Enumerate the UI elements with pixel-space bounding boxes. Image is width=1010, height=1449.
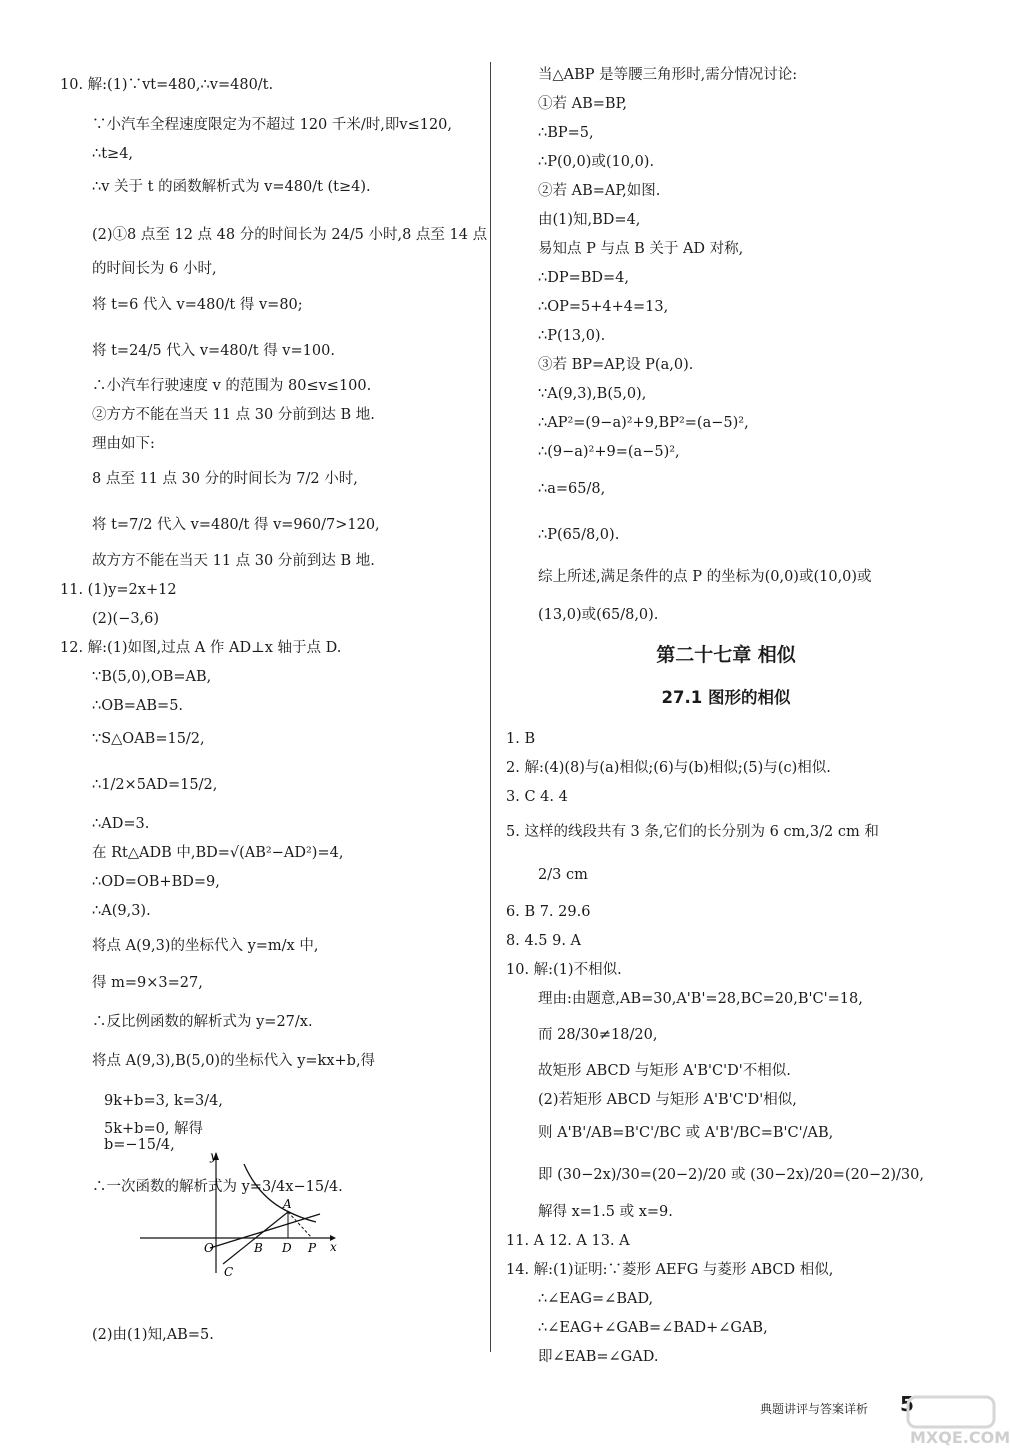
right-line: ①若 AB=BP, (538, 96, 627, 112)
left-line: 12. 解:(1)如图,过点 A 作 AD⊥x 轴于点 D. (60, 640, 342, 656)
right-line: ∴BP=5, (538, 125, 594, 141)
right-line: 1. B (506, 731, 536, 747)
left-line: ∴v 关于 t 的函数解析式为 v=480/t (t≥4). (92, 179, 371, 195)
left-line: ∵小汽车全程速度限定为不超过 120 千米/时,即v≤120, (92, 117, 453, 133)
right-line: ∴DP=BD=4, (538, 270, 630, 286)
left-line: (2)①8 点至 12 点 48 分的时间长为 24/5 小时,8 点至 14 点 (92, 227, 488, 243)
right-line: 11. A 12. A 13. A (506, 1233, 630, 1249)
left-line: ②方方不能在当天 11 点 30 分前到达 B 地. (92, 407, 375, 423)
footer-text: 典题讲评与答案详析 (760, 1402, 869, 1416)
right-line: 2. 解:(4)(8)与(a)相似;(6)与(b)相似;(5)与(c)相似. (506, 760, 831, 776)
right-line: ∴a=65/8, (538, 481, 606, 497)
left-line: ∴OD=OB+BD=9, (92, 874, 220, 890)
left-line: 将 t=7/2 代入 v=480/t 得 v=960/7>120, (92, 517, 380, 533)
label-o: O (204, 1241, 214, 1255)
left-line: 将 t=6 代入 v=480/t 得 v=80; (92, 297, 303, 313)
right-line: ∴OP=5+4+4=13, (538, 299, 669, 315)
right-line: ∴(9−a)²+9=(a−5)², (538, 444, 680, 460)
right-line: 综上所述,满足条件的点 P 的坐标为(0,0)或(10,0)或 (538, 569, 872, 585)
label-c: C (224, 1265, 234, 1279)
right-line: 10. 解:(1)不相似. (506, 962, 622, 978)
right-line: 则 A'B'/AB=B'C'/BC 或 A'B'/BC=B'C'/AB, (538, 1125, 834, 1141)
column-divider (490, 62, 491, 1352)
hyperbola-curve (244, 1164, 316, 1222)
right-line: 易知点 P 与点 B 关于 AD 对称, (538, 241, 744, 257)
segment-ap (288, 1212, 312, 1238)
right-line: 即 (30−2x)/30=(20−2)/20 或 (30−2x)/20=(20−2)/30, (538, 1167, 924, 1183)
label-b: B (254, 1241, 263, 1255)
left-line: b=−15/4, (104, 1137, 175, 1153)
left-line: 将 t=24/5 代入 v=480/t 得 v=100. (92, 343, 335, 359)
left-line: 将点 A(9,3),B(5,0)的坐标代入 y=kx+b,得 (92, 1053, 376, 1069)
left-line: 的时间长为 6 小时, (92, 261, 217, 277)
left-line: ∴一次函数的解析式为 y=3/4x−15/4. (92, 1179, 343, 1195)
right-line: 理由:由题意,AB=30,A'B'=28,BC=20,B'C'=18, (538, 991, 863, 1007)
left-line: ∵S△OAB=15/2, (92, 731, 205, 747)
left-line: 得 m=9×3=27, (92, 975, 203, 991)
right-line: 2/3 cm (538, 867, 588, 883)
function-graph (140, 1148, 340, 1278)
left-line: ∴小汽车行驶速度 v 的范围为 80≤v≤100. (92, 378, 372, 394)
right-line: 即∠EAB=∠GAD. (538, 1349, 659, 1365)
left-line: ∴A(9,3). (92, 903, 151, 919)
left-line: 理由如下: (92, 436, 155, 452)
right-line: ②若 AB=AP,如图. (538, 183, 661, 199)
right-line: 14. 解:(1)证明:∵菱形 AEFG 与菱形 ABCD 相似, (506, 1262, 834, 1278)
watermark-url: MXQE.COM (910, 1428, 1010, 1447)
right-line: (13,0)或(65/8,0). (538, 607, 659, 623)
left-line: ∵B(5,0),OB=AB, (92, 669, 212, 685)
right-line: 而 28/30≠18/20, (538, 1027, 658, 1043)
left-line: 9k+b=3, k=3/4, (104, 1093, 223, 1109)
left-line: ∴t≥4, (92, 146, 134, 162)
right-line: 当△ABP 是等腰三角形时,需分情况讨论: (538, 67, 798, 83)
left-line: 11. (1)y=2x+12 (60, 582, 177, 598)
label-x: x (330, 1240, 337, 1254)
right-line: ③若 BP=AP,设 P(a,0). (538, 357, 694, 373)
section-title: 27.1 图形的相似 (661, 688, 791, 707)
right-line: (2)若矩形 ABCD 与矩形 A'B'C'D'相似, (538, 1092, 797, 1108)
right-line: ∴P(13,0). (538, 328, 606, 344)
left-line: 5k+b=0, 解得 (104, 1121, 204, 1137)
right-line: 由(1)知,BD=4, (538, 212, 641, 228)
label-p: P (308, 1241, 317, 1255)
right-line: 故矩形 ABCD 与矩形 A'B'C'D'不相似. (538, 1063, 791, 1079)
left-line: 将点 A(9,3)的坐标代入 y=m/x 中, (92, 938, 319, 954)
left-line: ∴OB=AB=5. (92, 698, 184, 714)
right-line: 解得 x=1.5 或 x=9. (538, 1204, 673, 1220)
page-number: 5 (900, 1392, 914, 1416)
left-line: ∴AD=3. (92, 816, 150, 832)
label-y: y (210, 1149, 217, 1163)
label-d: D (282, 1241, 292, 1255)
right-line: ∴P(65/8,0). (538, 527, 620, 543)
right-line: ∴AP²=(9−a)²+9,BP²=(a−5)², (538, 415, 749, 431)
left-line: (2)由(1)知,AB=5. (92, 1327, 214, 1343)
left-line: 10. 解:(1)∵vt=480,∴v=480/t. (60, 77, 274, 93)
right-line: 5. 这样的线段共有 3 条,它们的长分别为 6 cm,3/2 cm 和 (506, 824, 879, 840)
left-line: 8 点至 11 点 30 分的时间长为 7/2 小时, (92, 471, 358, 487)
left-line: 在 Rt△ADB 中,BD=√(AB²−AD²)=4, (92, 845, 344, 861)
left-line: 故方方不能在当天 11 点 30 分前到达 B 地. (92, 553, 375, 569)
left-line: ∴1/2×5AD=15/2, (92, 777, 218, 793)
right-line: 8. 4.5 9. A (506, 933, 582, 949)
chapter-title: 第二十七章 相似 (656, 644, 796, 666)
right-line: ∴∠EAG+∠GAB=∠BAD+∠GAB, (538, 1320, 768, 1336)
left-line: (2)(−3,6) (92, 611, 160, 627)
right-line: ∴∠EAG=∠BAD, (538, 1291, 654, 1307)
right-line: ∵A(9,3),B(5,0), (538, 386, 647, 402)
right-line: ∴P(0,0)或(10,0). (538, 154, 655, 170)
label-a: A (283, 1197, 292, 1211)
right-line: 6. B 7. 29.6 (506, 904, 591, 920)
right-line: 3. C 4. 4 (506, 789, 568, 805)
left-line: ∴反比例函数的解析式为 y=27/x. (92, 1014, 313, 1030)
